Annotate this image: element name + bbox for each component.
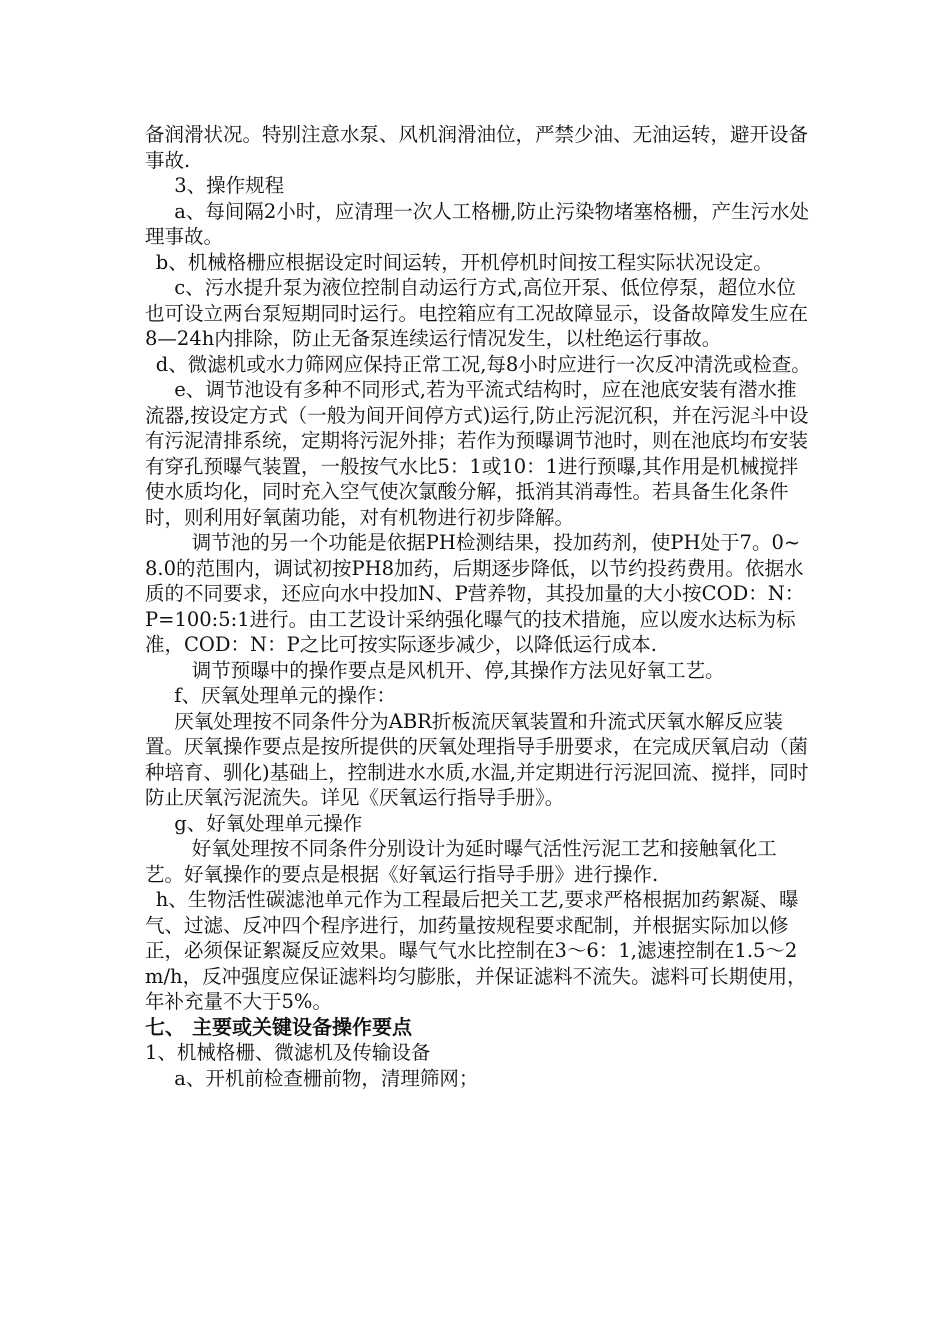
- paragraph-item-h: h、生物活性碳滤池单元作为工程最后把关工艺,要求严格根据加药絮凝、曝气、过滤、反冲四个程序进行，加药量按规程要求配制，并根据实际加以修正，必须保证絮凝反应效果。曝气气水比控制在3～6：1,滤速控制在1.5～2m/h，反冲强度应保证滤料均匀膨胀，并保证滤料不流失。滤料可长期使用，年补充量不大于5%。: [145, 888, 807, 1013]
- paragraph-anaerobic: 厌氧处理按不同条件分为ABR折板流厌氧装置和升流式厌氧水解反应装置。厌氧操作要点是按所提供的厌氧处理指导手册要求，在完成厌氧启动（菌种培育、驯化)基础上，控制进水水质,水温,并定期进行污泥回流、搅拌，同时防止厌氧污泥流失。详见《厌氧运行指导手册》。: [145, 709, 809, 809]
- section-heading-grid-equipment: 1、机械格栅、微滤机及传输设备: [145, 1041, 431, 1064]
- document-body: [145, 122, 815, 1091]
- paragraph-regulation-tank: 调节池的另一个功能是依据PH检测结果，投加药剂，使PH处于7。0~8.0的范围内，调试初按PH8加药，后期逐步降低，以节约投药费用。依据水质的不同要求，还应向水中投加N、P营养物，其投加量的大小按COD：N：P=100:5:1进行。由工艺设计采纳强化曝气的技术措施，应以废水达标为标准，COD：N：P之比可按实际逐步减少，以降低运行成本.: [145, 531, 805, 656]
- paragraph-item-e: e、调节池设有多种不同形式,若为平流式结构时，应在池底安装有潜水推流器,按设定方式（一般为间开间停方式)运行,防止污泥沉积，并在污泥斗中设有污泥清排系统，定期将污泥外排；若作为预曝调节池时，则在池底均布安装有穿孔预曝气装置，一般按气水比5：1或10：1进行预曝,其作用是机械搅拌使水质均化，同时充入空气使次氯酸分解，抵消其消毒性。若具备生化条件时，则利用好氧菌功能，对有机物进行初步降解。: [145, 378, 809, 529]
- paragraph-item-g-heading: g、好氧处理单元操作: [174, 811, 363, 835]
- section-heading-operating-rules: 3、操作规程: [174, 174, 285, 197]
- paragraph-item-a-check: a、开机前检查栅前物，清理筛网；: [174, 1066, 479, 1090]
- paragraph-item-c: c、污水提升泵为液位控制自动运行方式,高位开泵、低位停泵，超位水位也可设立两台泵短期同时运行。电控箱应有工况故障显示，设备故障发生应在8—24h内排除，防止无备泵连续运行情况发生，以杜绝运行事故。: [145, 276, 809, 350]
- paragraph-pre-aeration: 调节预曝中的操作要点是风机开、停,其操作方法见好氧工艺。: [191, 658, 725, 682]
- paragraph-item-f-heading: f、厌氧处理单元的操作：: [174, 684, 396, 707]
- paragraph-item-a: a、每间隔2小时，应清理一次人工格栅,防止污染物堵塞格栅，产生污水处理事故。: [145, 199, 809, 248]
- paragraph-lubrication: 备润滑状况。特别注意水泵、风机润滑油位，严禁少油、无油运转，避开设备事故.: [145, 123, 809, 172]
- paragraph-item-b: b、机械格栅应根据设定时间运转，开机停机时间按工程实际状况设定。: [155, 250, 773, 274]
- chapter-heading-key-equipment: 七、 主要或关键设备操作要点: [145, 1014, 412, 1039]
- paragraph-aerobic: 好氧处理按不同条件分别设计为延时曝气活性污泥工艺和接触氧化工艺。好氧操作的要点是根据《好氧运行指导手册》进行操作.: [145, 837, 777, 886]
- paragraph-item-d: d、微滤机或水力筛网应保持正常工况,每8小时应进行一次反冲清洗或检查。: [155, 352, 811, 376]
